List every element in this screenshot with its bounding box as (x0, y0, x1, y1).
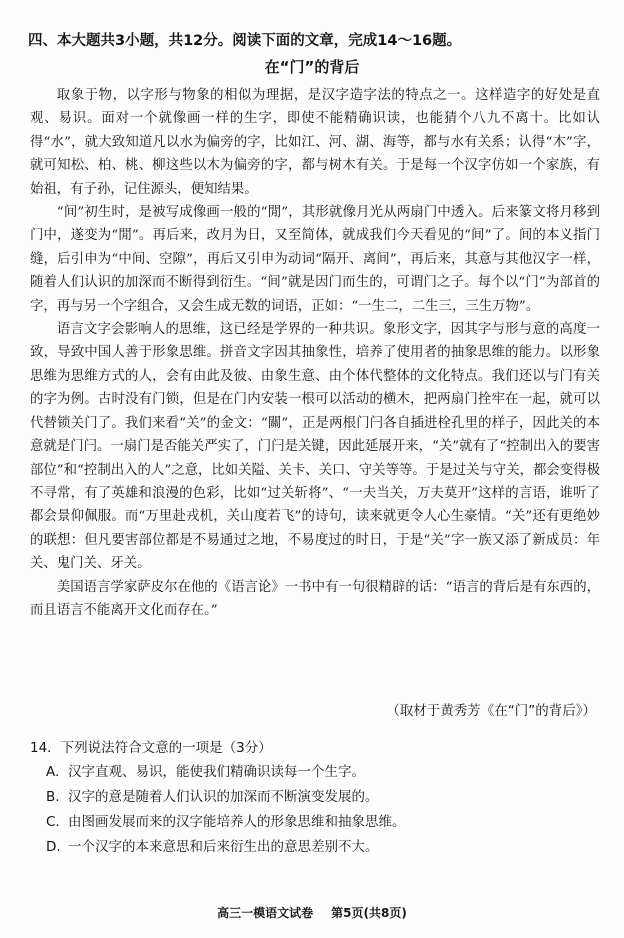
option-list (30, 760, 600, 860)
option-a (46, 760, 600, 785)
option-c-letter: C. (46, 814, 60, 830)
section-header: 四、本大题共3小题，共12分。阅读下面的文章，完成14～16题。 (28, 33, 462, 49)
option-a-text: 汉字直观、易识，能使我们精确识读每一个生字。 (68, 764, 365, 780)
option-b-text: 汉字的意是随着人们认识的加深而不断演变发展的。 (68, 789, 379, 805)
option-b-letter: B. (46, 789, 60, 805)
article-title: 在“门”的背后 (264, 58, 360, 76)
option-c-text: 由图画发展而来的汉字能培养人的形象思维和抽象思维。 (68, 814, 406, 830)
page-footer (0, 904, 624, 922)
option-d (46, 835, 600, 860)
footer-exam-name: 高三一模语文试卷 (217, 906, 314, 920)
question-stem: 14．下列说法符合文意的一项是（3分） (30, 740, 272, 756)
article-paragraph-1: 取象于物，以字形与物象的相似为理据，是汉字造字法的特点之一。这样造字的好处是直观、易识。面对一个就像画一样的生字，即使不能精确识读，也能猜个八九不离十。比如认得“水”，就大致知道凡以水为偏旁的字，比如江、河、湖、海等，都与水有关系；认得“木”字，就可知松、柏、桃、柳这些以木为偏旁的字，都与树木有关。于是每一个汉字仿如一个家族，有始祖，有子孙，记住源头，便知结果。 (30, 88, 600, 197)
question-14 (30, 736, 600, 860)
option-c (46, 810, 600, 835)
option-d-letter: D. (46, 839, 61, 855)
option-d-text: 一个汉字的本来意思和后来衍生出的意思差别不大。 (68, 839, 379, 855)
article-source: （取材于黄秀芳《在“门”的背后》） (386, 703, 596, 719)
option-b (46, 785, 600, 810)
article-paragraph-3: 语言文字会影响人的思维，这已经是学界的一种共识。象形文字，因其字与形与意的高度一致，导致中国人善于形象思维。拼音文字因其抽象性，培养了使用者的抽象思维的能力。以形象思维为思维方式的人，会有由此及彼、由象生意、由个体代整体的文化特点。我们还以与门有关的字为例。古时没有门锁，但是在门内安装一根可以活动的横木，把两扇门拴牢在一起，就可以代替锁关门了。我们来看“关”的金文：“關”，正是两根门闩各自插进栓孔里的样子，因此关的本意就是门闩。一扇门是否能关严实了，门闩是关键，因此延展开来，“关”就有了“控制出入的要害部位”和“控制出入的人”之意，比如关隘、关卡、关口、守关等等。于是过关与守关，都会变得极不寻常，有了英雄和浪漫的色彩，比如“过关斩将”、“一夫当关，万夫莫开”这样的言语，谁听了都会景仰佩服。而“万里赴戎机，关山度若飞”的诗句，读来就更令人心生豪情。“关”还有更绝妙的联想：但凡要害部位都是不易通过之地，不易度过的时日，于是“关”字一族又添了新成员：年关、鬼门关、牙关。 (30, 322, 600, 572)
article-paragraph-4: 美国语言学家萨皮尔在他的《语言论》一书中有一句很精辟的话：“语言的背后是有东西的，而且语言不能离开文化而存在。” (30, 579, 600, 618)
footer-page-number: 第5页(共8页) (331, 906, 407, 920)
option-a-letter: A. (46, 764, 60, 780)
article-body (30, 84, 600, 622)
article-paragraph-2: “间”初生时，是被写成像画一般的“閒”，其形就像月光从两扇门中透入。后来篆文将月移到门中，遂变为“閒”。再后来，改月为日，又至简体，就成我们今天看见的“间”了。间的本义指门缝，后引申为“中间、空隙”，再后又引申为动词“隔开、离间”，再后来，其意与其他汉字一样，随着人们认识的加深而不断得到衍生。“间”就是因门而生的，可谓门之子。每个以“门”为部首的字，再与另一个字组合，又会生成无数的词语，正如：“一生二，二生三，三生万物”。 (30, 205, 600, 314)
